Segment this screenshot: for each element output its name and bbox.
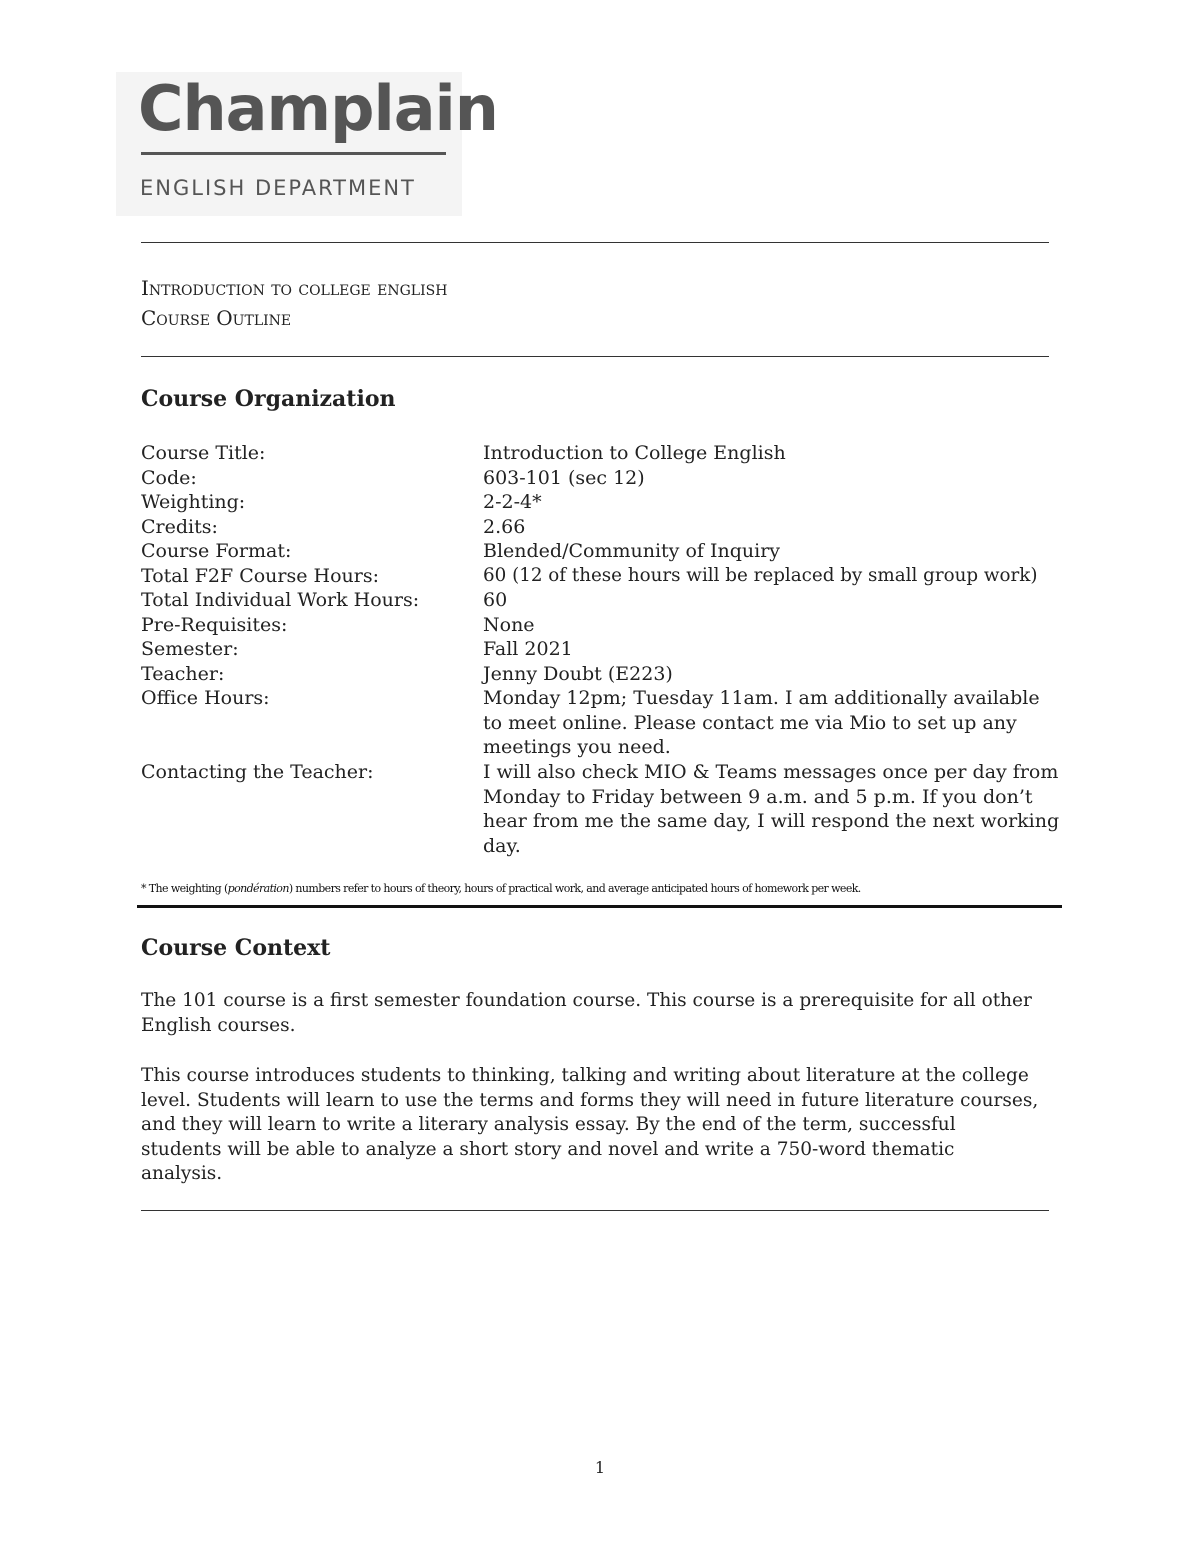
info-label: Credits: (141, 515, 218, 538)
footnote-italic-term: pondération (227, 882, 289, 895)
divider-title (141, 356, 1049, 357)
info-label: Semester: (141, 638, 239, 660)
info-value: Fall 2021 (483, 638, 573, 660)
logo-name: Champlain (138, 72, 498, 145)
footnote-text-before: * The weighting ( (141, 882, 228, 895)
info-value: Monday 12pm; Tuesday 11am. I am additionally available to meet online. Please contact me via Mio to set up any meetings you need. (483, 687, 1040, 758)
info-label: Course Format: (141, 540, 292, 562)
page-number: 1 (594, 1458, 606, 1477)
logo-department: ENGLISH DEPARTMENT (140, 176, 416, 200)
footnote-text-after: ) numbers refer to hours of theory, hours of practical work, and average anticipated hours of homework per week. (288, 882, 861, 895)
course-title-line1: Introduction to college english (141, 276, 448, 300)
info-label: Pre-Requisites: (141, 613, 288, 636)
course-title-line2: Course Outline (141, 306, 292, 330)
info-label: Total F2F Course Hours: (141, 564, 380, 587)
course-context-paragraph-2: This course introduces students to thinking, talking and writing about literature at the college level. Students will learn to use the terms and forms they will need in future literature courses, and they will learn to write a literary analysis essay. By the end of the term, successful students will be able to analyze a short story and novel and write a 750-word thematic analysis. (141, 1065, 1039, 1184)
info-value: None (483, 613, 535, 636)
course-context-paragraph-1: The 101 course is a first semester foundation course. This course is a prerequisite for all other English courses. (141, 990, 1032, 1036)
info-label: Teacher: (141, 662, 225, 685)
info-label: Contacting the Teacher: (141, 761, 374, 783)
info-value: I will also check MIO & Teams messages once per day from Monday to Friday between 9 a.m. and 5 p.m. If you don’t hear from me the same day, I will respond the next working day. (483, 761, 1060, 857)
info-value: 2-2-4* (483, 491, 542, 513)
info-value: 60 (12 of these hours will be replaced by small group work) (483, 564, 1038, 586)
info-label: Weighting: (141, 491, 246, 513)
info-label: Code: (141, 466, 197, 489)
info-value: Blended/Community of Inquiry (483, 540, 781, 562)
logo-underline (141, 152, 446, 155)
info-label: Total Individual Work Hours: (141, 589, 420, 611)
info-label: Course Title: (141, 442, 266, 464)
divider-top (141, 242, 1049, 243)
info-value: Jenny Doubt (E223) (483, 662, 673, 685)
champlain-logo (116, 72, 498, 216)
weighting-footnote (141, 882, 861, 895)
info-value: 2.66 (483, 515, 526, 538)
course-organization-heading: Course Organization (141, 386, 396, 412)
divider-bottom (141, 1210, 1049, 1211)
course-context-heading: Course Context (141, 935, 331, 961)
info-label: Office Hours: (141, 687, 270, 709)
info-value: Introduction to College English (483, 442, 786, 464)
info-value: 603-101 (sec 12) (483, 466, 645, 489)
divider-thick (137, 905, 1062, 908)
info-value: 60 (483, 589, 508, 611)
